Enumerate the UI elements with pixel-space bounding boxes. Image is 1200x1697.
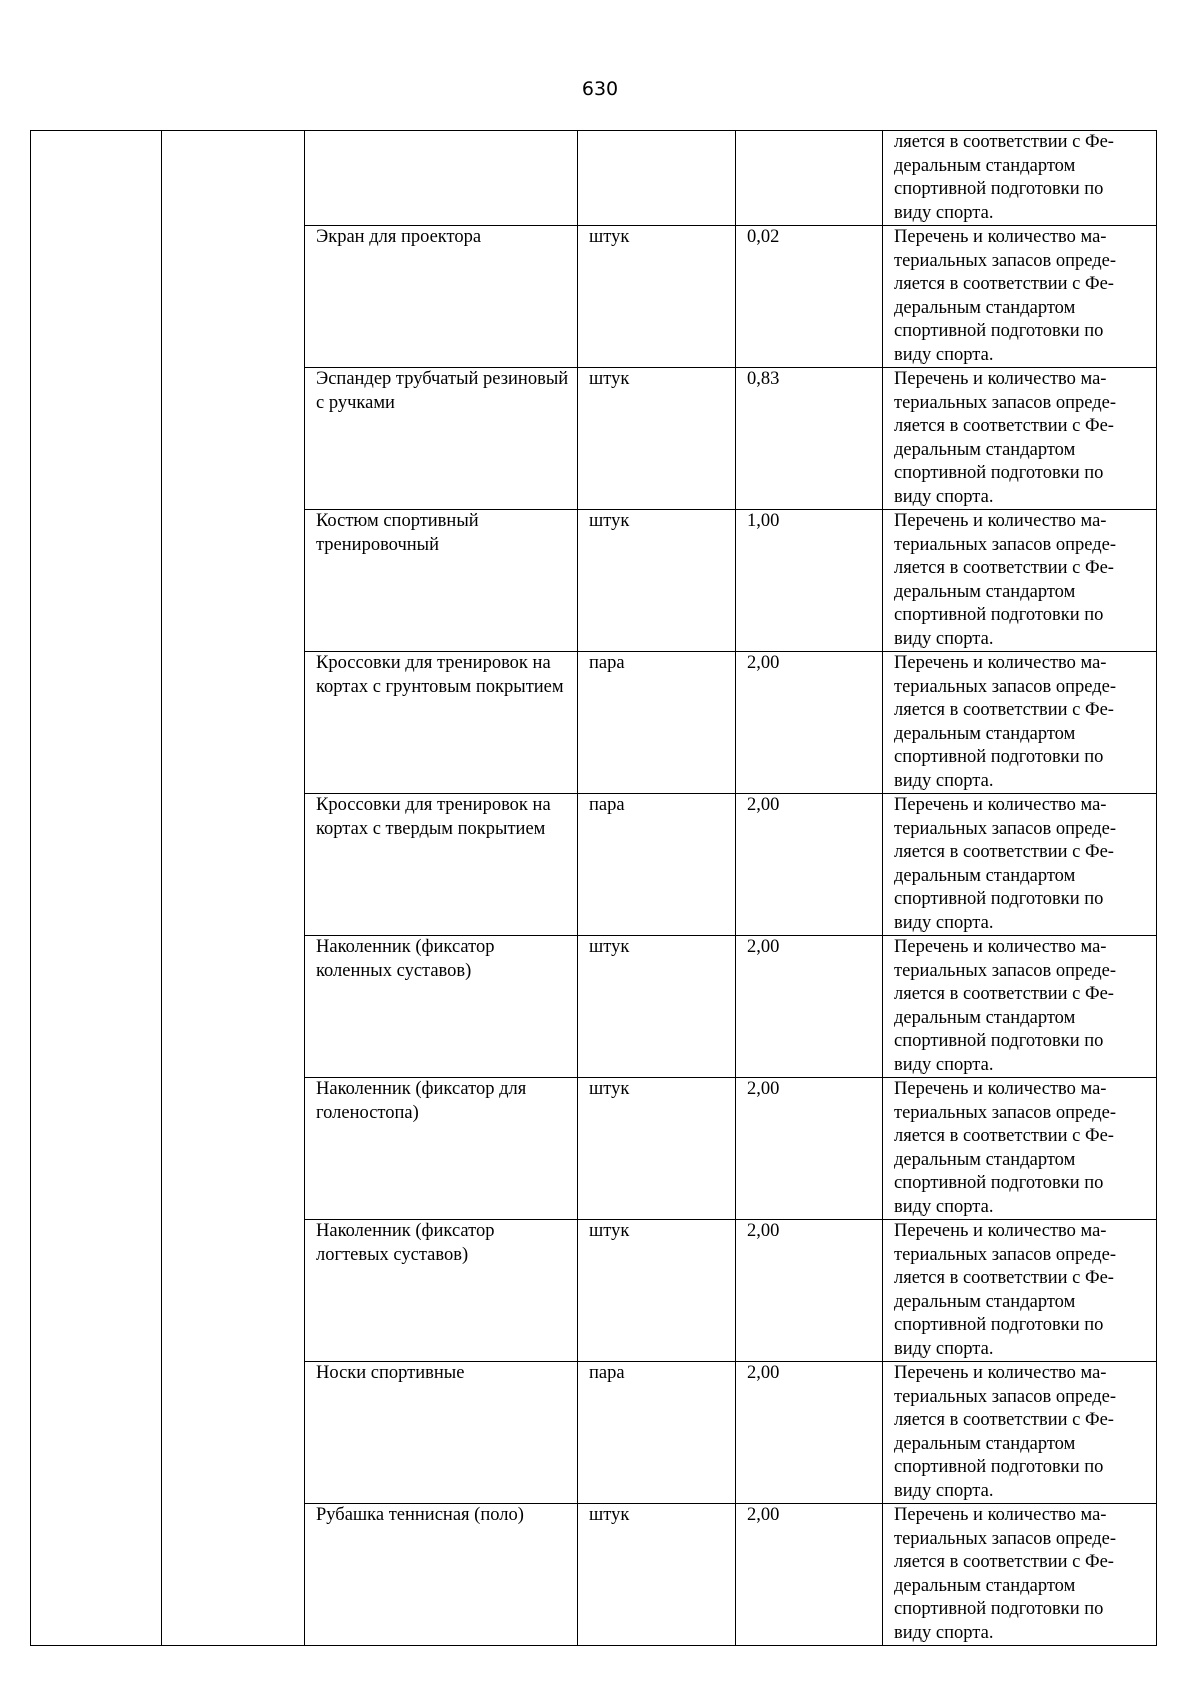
note-cell: Перечень и количество ма- териальных запасов опреде- ляется в соответствии с Фе- деральным стандартом спортивной подготовки по виду спорта. [883,226,1157,368]
quantity-cell: 2,00 [736,1362,883,1504]
merged-number-cell [31,131,162,1646]
unit-cell: штук [578,226,736,368]
quantity-cell: 2,00 [736,1220,883,1362]
unit-cell: штук [578,1504,736,1646]
note-cell: Перечень и количество ма- териальных запасов опреде- ляется в соответствии с Фе- деральным стандартом спортивной подготовки по виду спорта. [883,1220,1157,1362]
unit-cell: пара [578,794,736,936]
note-cell: Перечень и количество ма- териальных запасов опреде- ляется в соответствии с Фе- деральным стандартом спортивной подготовки по виду спорта. [883,936,1157,1078]
quantity-cell: 2,00 [736,794,883,936]
unit-cell [578,131,736,226]
note-cell: Перечень и количество ма- териальных запасов опреде- ляется в соответствии с Фе- деральным стандартом спортивной подготовки по виду спорта. [883,794,1157,936]
quantity-cell: 2,00 [736,1078,883,1220]
unit-cell: штук [578,510,736,652]
note-cell: Перечень и количество ма- териальных запасов опреде- ляется в соответствии с Фе- деральным стандартом спортивной подготовки по виду спорта. [883,652,1157,794]
quantity-cell: 2,00 [736,936,883,1078]
merged-category-cell [162,131,305,1646]
quantity-cell [736,131,883,226]
item-name-cell: Наколенник (фиксатор коленных суставов) [305,936,578,1078]
quantity-cell: 2,00 [736,652,883,794]
table-row [31,131,1157,226]
quantity-cell: 2,00 [736,1504,883,1646]
item-name-cell: Кроссовки для тренировок на кортах с твердым покрытием [305,794,578,936]
item-name-cell [305,131,578,226]
item-name-cell: Рубашка теннисная (поло) [305,1504,578,1646]
item-name-cell: Наколенник (фиксатор логтевых суставов) [305,1220,578,1362]
quantity-cell: 0,83 [736,368,883,510]
note-cell: Перечень и количество ма- териальных запасов опреде- ляется в соответствии с Фе- деральным стандартом спортивной подготовки по виду спорта. [883,1362,1157,1504]
unit-cell: штук [578,1220,736,1362]
item-name-cell: Экран для проектора [305,226,578,368]
unit-cell: штук [578,1078,736,1220]
unit-cell: штук [578,936,736,1078]
quantity-cell: 1,00 [736,510,883,652]
equipment-table [30,130,1157,1646]
note-cell: Перечень и количество ма- териальных запасов опреде- ляется в соответствии с Фе- деральным стандартом спортивной подготовки по виду спорта. [883,510,1157,652]
note-cell: Перечень и количество ма- териальных запасов опреде- ляется в соответствии с Фе- деральным стандартом спортивной подготовки по виду спорта. [883,1504,1157,1646]
note-cell: ляется в соответствии с Фе- деральным стандартом спортивной подготовки по виду спорта. [883,131,1157,226]
unit-cell: штук [578,368,736,510]
unit-cell: пара [578,652,736,794]
item-name-cell: Кроссовки для тренировок на кортах с грунтовым покрытием [305,652,578,794]
page-number: 630 [581,78,619,100]
note-cell: Перечень и количество ма- териальных запасов опреде- ляется в соответствии с Фе- деральным стандартом спортивной подготовки по виду спорта. [883,368,1157,510]
unit-cell: пара [578,1362,736,1504]
item-name-cell: Носки спортивные [305,1362,578,1504]
note-cell: Перечень и количество ма- териальных запасов опреде- ляется в соответствии с Фе- деральным стандартом спортивной подготовки по виду спорта. [883,1078,1157,1220]
quantity-cell: 0,02 [736,226,883,368]
item-name-cell: Наколенник (фиксатор для голеностопа) [305,1078,578,1220]
item-name-cell: Костюм спортивный тренировочный [305,510,578,652]
item-name-cell: Эспандер трубчатый резиновый с ручками [305,368,578,510]
